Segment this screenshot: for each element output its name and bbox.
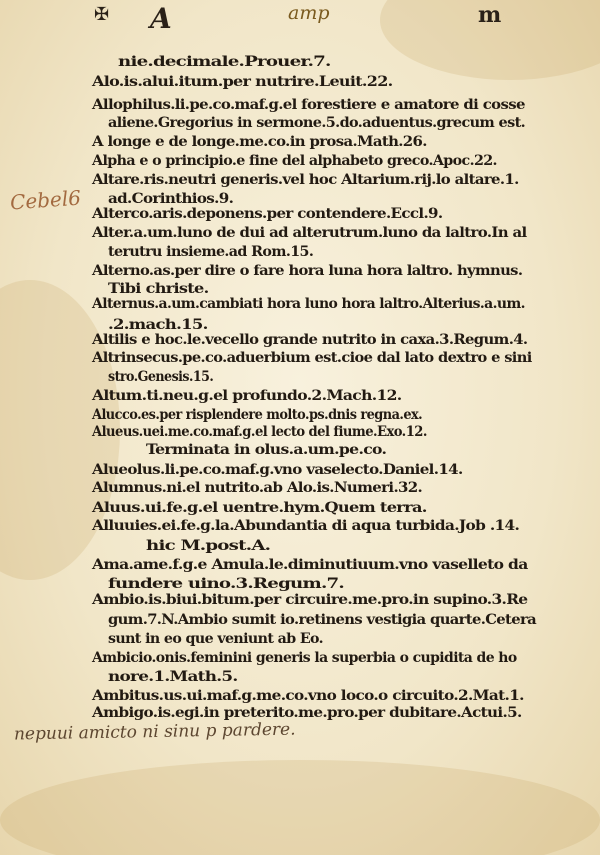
header-running-title: amp <box>288 2 330 24</box>
text-line: Terminata in olus.a.um.pe.co. <box>146 442 387 458</box>
text-line: nie.decimale.Prouer.7. <box>118 54 331 70</box>
text-line: stro.Genesis.15. <box>108 369 214 385</box>
text-line: Aluus.ui.fe.g.el uentre.hym.Quem terra. <box>92 500 427 516</box>
text-line: Altrinsecus.pe.co.aduerbium est.cioe dal lato dextro e sini <box>92 350 532 366</box>
text-line: Ambicio.onis.feminini generis la superbia o cupidita de ho <box>92 650 517 666</box>
header-letter: A <box>150 2 172 35</box>
text-line: Alueolus.li.pe.co.maf.g.vno vaselecto.Daniel.14. <box>92 462 463 478</box>
text-line: nore.1.Math.5. <box>108 669 238 685</box>
text-line: Ama.ame.f.g.e Amula.le.diminutiuum.vno vaselleto da <box>92 557 528 573</box>
text-line: Alterno.as.per dire o fare hora luna hora laltro. hymnus. <box>92 263 523 279</box>
text-line: aliene.Gregorius in sermone.5.do.aduentus.grecum est. <box>108 115 526 131</box>
text-line: hic M.post.A. <box>146 538 271 554</box>
text-line: Altilis e hoc.le.vecello grande nutrito in caxa.3.Regum.4. <box>92 332 528 348</box>
text-line: .2.mach.15. <box>108 317 208 333</box>
header-right-mark: m <box>478 2 502 28</box>
handwritten-bottom-note: nepuui amicto ni sinu p pardere. <box>13 719 296 745</box>
text-line: Alluuies.ei.fe.g.la.Abundantia di aqua turbida.Job .14. <box>92 518 520 534</box>
paper-stain <box>0 760 600 855</box>
text-line: Alpha e o principio.e fine del alphabeto greco.Apoc.22. <box>92 153 497 169</box>
margin-annotation: Cebel6 <box>9 185 82 215</box>
text-line: fundere uino.3.Regum.7. <box>108 576 344 592</box>
header-cross-mark: ✠ <box>94 4 108 25</box>
text-line: ad.Corinthios.9. <box>108 191 234 207</box>
text-line: Altum.ti.neu.g.el profundo.2.Mach.12. <box>92 388 402 404</box>
text-line: Allophilus.li.pe.co.maf.g.el forestiere e amatore di cosse <box>92 97 525 113</box>
text-line: terutru insieme.ad Rom.15. <box>108 244 314 260</box>
text-line: Alter.a.um.luno de dui ad alterutrum.luno da laltro.In al <box>92 225 527 241</box>
page-header <box>0 0 600 40</box>
text-line: gum.7.N.Ambio sumit io.retinens vestigia quarte.Cetera <box>108 612 536 628</box>
text-line: Alternus.a.um.cambiati hora luno hora laltro.Alterius.a.um. <box>92 296 525 312</box>
text-line: Ambitus.us.ui.maf.g.me.co.vno loco.o circuito.2.Mat.1. <box>92 688 524 704</box>
text-line: Ambigo.is.egi.in preterito.me.pro.per dubitare.Actui.5. <box>92 705 522 721</box>
text-line: Tibi christe. <box>108 281 209 297</box>
text-line: Alucco.es.per risplendere molto.ps.dnis regna.ex. <box>92 407 423 423</box>
text-line: Alterco.aris.deponens.per contendere.Eccl.9. <box>92 206 443 222</box>
text-line: A longe e de longe.me.co.in prosa.Math.26. <box>92 134 427 150</box>
text-line: Alueus.uei.me.co.maf.g.el lecto del fiume.Exo.12. <box>92 424 427 440</box>
text-line: Alumnus.ni.el nutrito.ab Alo.is.Numeri.32. <box>92 480 423 496</box>
text-line: Alo.is.alui.itum.per nutrire.Leuit.22. <box>92 74 393 90</box>
text-line: sunt in eo que veniunt ab Eo. <box>108 631 323 647</box>
text-line: Altare.ris.neutri generis.vel hoc Altarium.rij.lo altare.1. <box>92 172 519 188</box>
text-line: Ambio.is.biui.bitum.per circuire.me.pro.in supino.3.Re <box>92 592 528 608</box>
